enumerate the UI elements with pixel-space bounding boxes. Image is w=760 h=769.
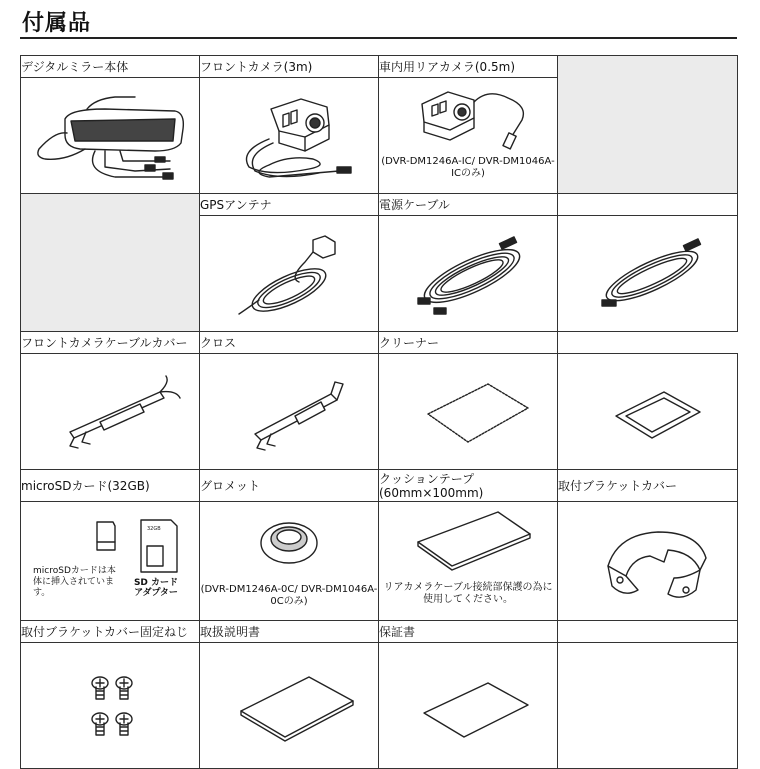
label-front-camera: フロントカメラ(3m)	[200, 56, 379, 78]
label-tape: クッションテープ (60mm×100mm)	[379, 470, 558, 502]
label-screws: 取付ブラケットカバー固定ねじ	[21, 621, 200, 643]
label-rear-camera: 車内用リアカメラ(0.5m)	[379, 56, 558, 78]
cleaner-cell	[558, 354, 738, 470]
manual-cell	[200, 643, 379, 769]
label-empty	[558, 621, 738, 643]
rear-camera-image	[388, 80, 548, 158]
front-camera-image	[209, 81, 369, 191]
tape-cell	[379, 502, 558, 621]
grommet-image	[209, 507, 369, 577]
warranty-cell	[379, 643, 558, 769]
label-cleaner: クリーナー	[379, 332, 558, 354]
title-rule	[20, 37, 737, 39]
empty-cell	[21, 194, 200, 332]
sd-adapter-label: SD カード アダプター	[133, 578, 179, 598]
power-cable-cell	[379, 216, 558, 332]
cable-cover-image	[209, 362, 369, 462]
label-power-cable-empty	[558, 194, 738, 216]
screws-cell	[21, 643, 200, 769]
label-cable-cover: フロントカメラケーブルカバー	[21, 332, 200, 354]
label-bracket-cover: 取付ブラケットカバー	[558, 470, 738, 502]
microsd-image	[31, 502, 191, 620]
manual-image	[209, 647, 369, 765]
sd-card-text: 32GB	[147, 526, 161, 532]
empty-image-cell	[558, 643, 738, 769]
label-manual: 取扱説明書	[200, 621, 379, 643]
cable-cover-cell	[200, 354, 379, 470]
label-microsd: microSDカード(32GB)	[21, 470, 200, 502]
power-cable-image	[388, 218, 548, 330]
bracket-cover-image	[568, 506, 728, 616]
cloth-image	[388, 362, 548, 462]
grommet-note: (DVR-DM1246A-0C/ DVR-DM1046A-0Cのみ)	[200, 584, 378, 607]
gps-antenna-image	[209, 218, 369, 330]
accessories-table	[20, 55, 738, 769]
extension-cable-image	[568, 218, 728, 330]
mirror-cell	[21, 78, 200, 194]
empty-cell	[558, 56, 738, 194]
cushion-tape-image	[388, 502, 548, 580]
microsd-cell	[21, 502, 200, 621]
label-cloth: クロス	[200, 332, 379, 354]
label-warranty: 保証書	[379, 621, 558, 643]
tape-note: リアカメラケーブル接続部保護の為に使用してください。	[383, 582, 553, 605]
gps-cell	[200, 216, 379, 332]
label-mirror: デジタルミラー本体	[21, 56, 200, 78]
warranty-image	[388, 647, 548, 765]
cable-holder-image	[30, 362, 190, 462]
extension-cable-cell	[558, 216, 738, 332]
label-grommet: グロメット	[200, 470, 379, 502]
rear-camera-note: (DVR-DM1246A-IC/ DVR-DM1046A-ICのみ)	[381, 156, 555, 179]
cleaner-image	[568, 362, 728, 462]
rear-camera-cell	[379, 78, 558, 194]
cloth-cell	[379, 354, 558, 470]
bracket-cover-cell	[558, 502, 738, 621]
label-gps: GPSアンテナ	[200, 194, 379, 216]
label-power-cable: 電源ケーブル	[379, 194, 558, 216]
digital-mirror-image	[25, 81, 195, 191]
grommet-cell	[200, 502, 379, 621]
microsd-note: microSDカードは本体に挿入されています。	[33, 566, 116, 598]
cable-holder-cell	[21, 354, 200, 470]
screws-image	[30, 647, 190, 765]
front-camera-cell	[200, 78, 379, 194]
page-title: 付属品	[22, 11, 92, 36]
